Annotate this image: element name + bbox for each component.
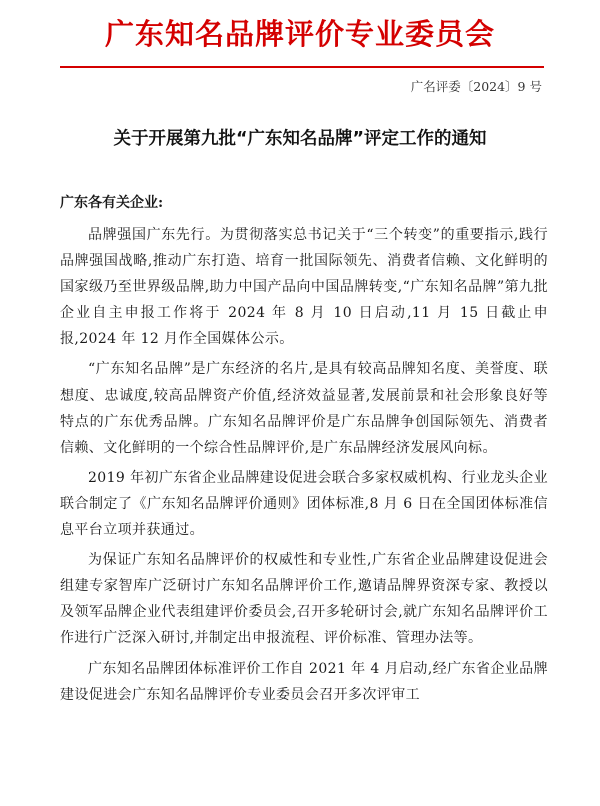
paragraph-5: 广东知名品牌团体标准评价工作自 2021 年 4 月启动,经广东省企业品牌建设促进会广东知名品牌评价专业委员会召开多次评审工 (60, 660, 548, 703)
paragraph-2: “广东知名品牌”是广东经济的名片,是具有较高品牌知名度、美誉度、联想度、忠诚度,较高品牌资产价值,经济效益显著,发展前景和社会形象良好等特点的广东优秀品牌。广东知名品牌评价是广东品牌争创国际领先、消费者信赖、文化鲜明的一个综合性品牌评价,是广东品牌经济发展风向标。 (60, 361, 548, 456)
paragraph-1: 品牌强国广东先行。为贯彻落实总书记关于“三个转变”的重要指示,践行品牌强国战略,推动广东打造、培育一批国际领先、消费者信赖、文化鲜明的国家级乃至世界级品牌,助力中国产品向中国品牌转变,“广东知名品牌”第九批企业自主申报工作将于 2024 年 8 月 10 日启动,11 月 15 日截止申报,2024 年 12 月作全国媒体公示。 (60, 227, 548, 348)
salutation: 广东各有关企业: (60, 195, 164, 211)
paragraph-4: 为保证广东知名品牌评价的权威性和专业性,广东省企业品牌建设促进会组建专家智库广泛研讨广东知名品牌评价工作,邀请品牌界资深专家、教授以及领军品牌企业代表组建评价委员会,召开多轮研讨会,就广东知名品牌评价工作进行广泛深入研讨,并制定出申报流程、评价标准、管理办法等。 (60, 552, 548, 647)
notice-title: 关于开展第九批“广东知名品牌”评定工作的通知 (113, 129, 487, 149)
org-title: 广东知名品牌评价专业委员会 (104, 17, 495, 51)
paragraph-3: 2019 年初广东省企业品牌建设促进会联合多家权威机构、行业龙头企业联合制定了《广东知名品牌评价通则》团体标准,8 月 6 日在全国团体标准信息平台立项并获通过。 (60, 469, 548, 539)
document-number: 广名评委〔2024〕9 号 (410, 79, 542, 94)
red-divider-line (60, 66, 544, 68)
body-text (60, 222, 548, 712)
